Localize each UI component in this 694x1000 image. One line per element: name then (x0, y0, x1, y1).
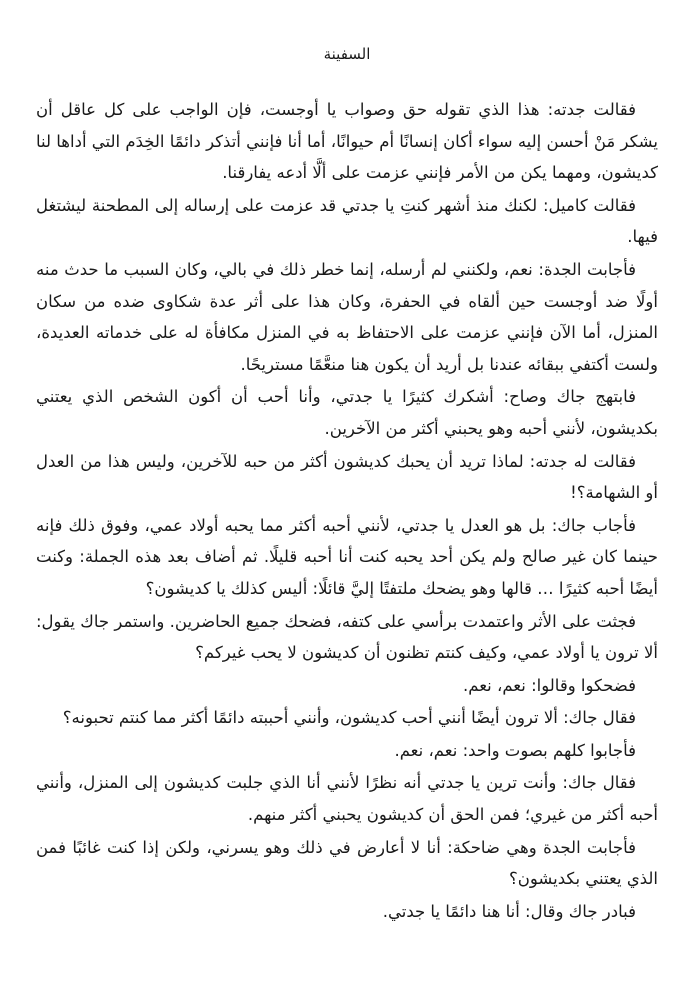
page-body (36, 94, 658, 927)
running-header: السفينة (323, 45, 371, 63)
paragraph: فجثت على الأثر واعتمدت برأسي على كتفه، فضحك جميع الحاضرين. واستمر جاك يقول: ألا ترون يا أولاد عمي، وكيف كنتم تظنون أن كديشون لا يحب غيركم؟ (36, 611, 658, 663)
paragraph: فأجابت الجدة: نعم، ولكنني لم أرسله، إنما خطر ذلك في بالي، وكان السبب ما حدث منه أولًا ضد أوجست حين ألقاه في الحفرة، وكان هذا على أثر عدة شكاوى ضده من سكان المنزل، أما الآن فإنني عزمت على الاحتفاظ به في المنزل مكافأة له على خدماته العديدة، ولست أكتفي ببقائه عندنا بل أريد أن يكون هنا منعَّمًا مستريحًا. (36, 259, 658, 374)
paragraph: فأجابوا كلهم بصوت واحد: نعم، نعم. (394, 740, 636, 760)
paragraph: فبادر جاك وقال: أنا هنا دائمًا يا جدتي. (382, 901, 636, 921)
paragraph: فقالت له جدته: لماذا تريد أن يحبك كديشون أكثر من حبه للآخرين، وليس هذا من العدل أو الشهامة؟! (36, 451, 658, 503)
paragraph: فضحكوا وقالوا: نعم، نعم. (462, 675, 636, 695)
paragraph: فأجاب جاك: بل هو العدل يا جدتي، لأنني أحبه أكثر مما يحبه أولاد عمي، وفوق ذلك فإنه حينما كان غير صالح ولم يكن أحد يحبه كنت أنا أحبه قليلًا. ثم أضاف بعد هذه الجملة: وكنت أيضًا أحبه كثيرًا … قالها وهو يضحك ملتفتًا إليَّ قائلًا: أليس كذلك يا كديشون؟ (36, 515, 658, 598)
paragraph: فأجابت الجدة وهي ضاحكة: أنا لا أعارض في ذلك وهو يسرني، ولكن إذا كنت غائبًا فمن الذي يعتني بكديشون؟ (36, 837, 658, 889)
paragraph: فقالت جدته: هذا الذي تقوله حق وصواب يا أوجست، فإن الواجب على كل عاقل أن يشكر مَنْ أحسن إليه سواء أكان إنسانًا أم حيوانًا، أما أنا فإنني أتذكر دائمًا الخِدَم التي أداها لنا كديشون، ومهما يكن من الأمر فإنني عزمت على ألَّا أدعه يفارقنا. (36, 100, 658, 183)
paragraph: فقالت كاميل: لكنك منذ أشهر كنتِ يا جدتي قد عزمت على إرساله إلى المطحنة ليشتغل فيها. (36, 195, 658, 247)
paragraph: فقال جاك: وأنت ترين يا جدتي أنه نظرًا لأنني أنا الذي جلبت كديشون إلى المنزل، وأنني أحبه أكثر من غيري؛ فمن الحق أن كديشون يحبني أكثر منهم. (36, 773, 658, 825)
paragraph: فقال جاك: ألا ترون أيضًا أنني أحب كديشون، وأنني أحببته دائمًا أكثر مما كنتم تحبونه؟ (62, 708, 636, 728)
paragraph: فابتهج جاك وصاح: أشكرك كثيرًا يا جدتي، وأنا أحب أن أكون الشخص الذي يعتني بكديشون، لأنني أحبه وهو يحبني أكثر من الآخرين. (36, 387, 658, 438)
